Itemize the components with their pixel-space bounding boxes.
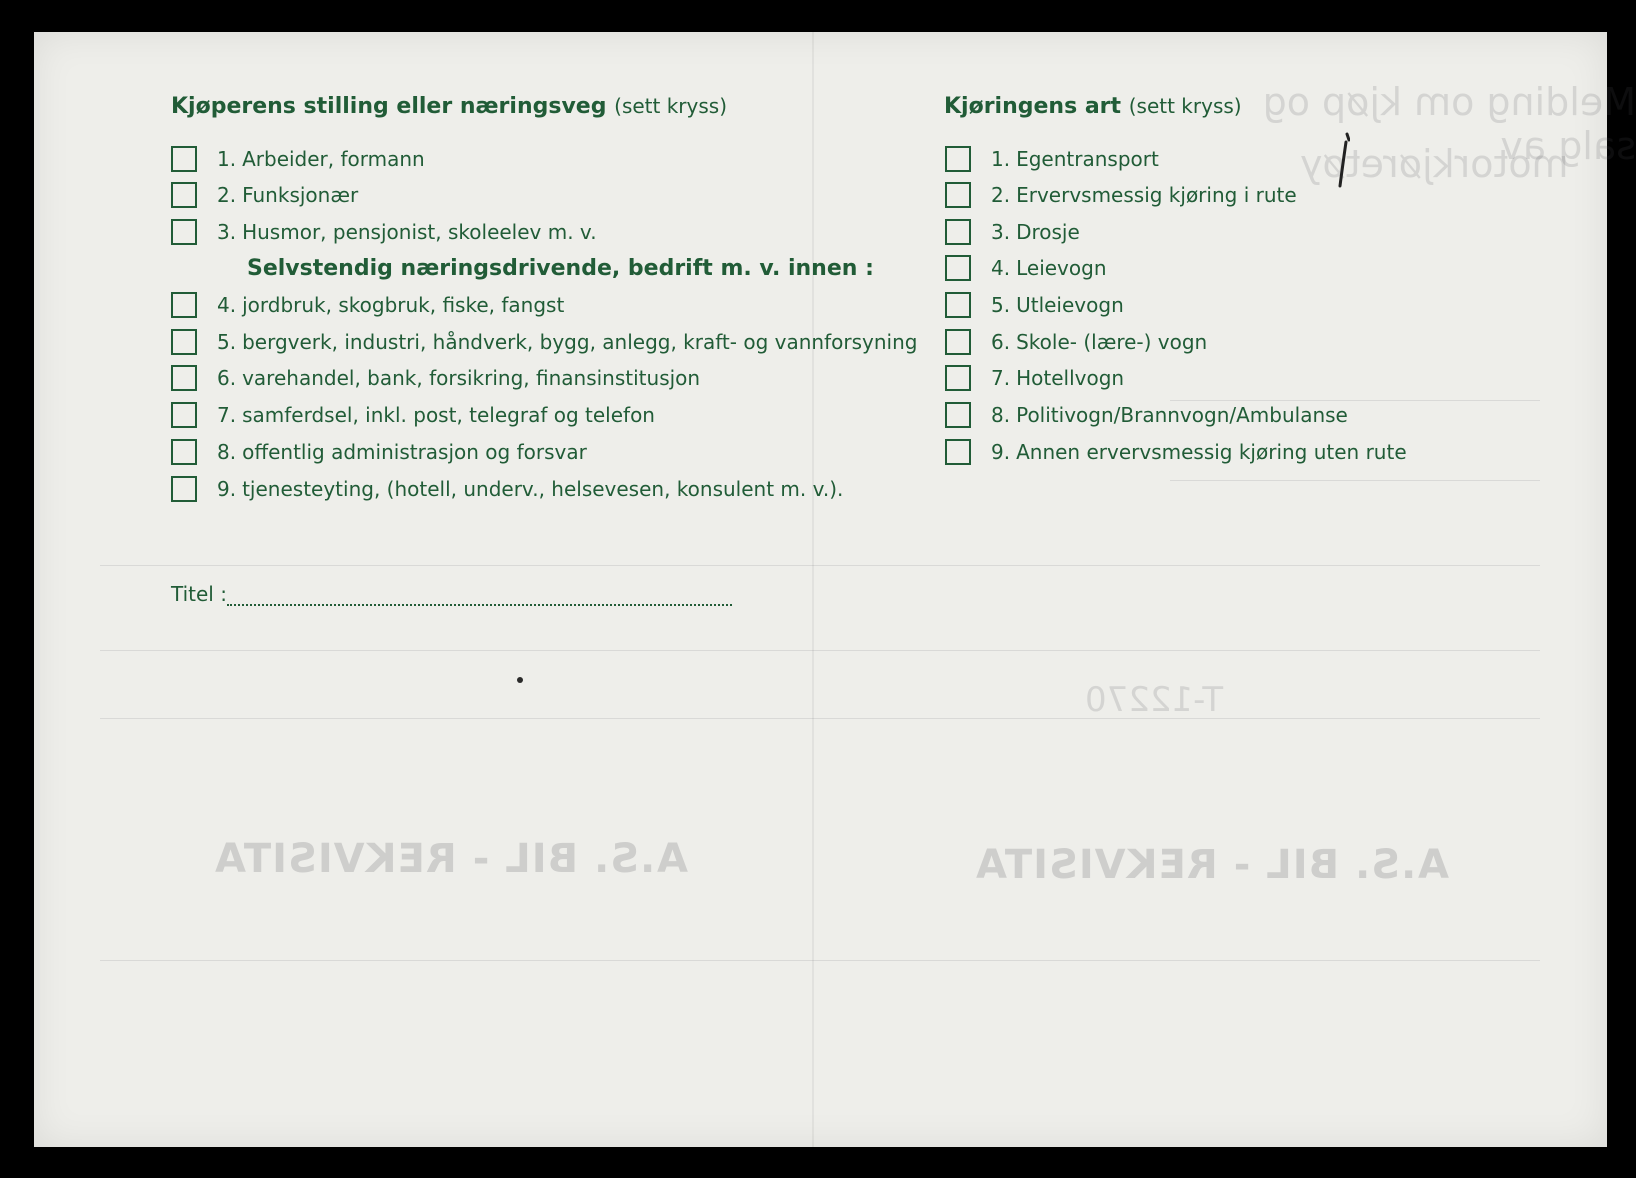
driving-heading-hint: (sett kryss) [1128,94,1242,118]
driving-option-5[interactable] [945,290,1124,320]
option-label: tjenesteyting, (hotell, underv., helsevesen, konsulent m. v.). [242,477,844,501]
option-label: Funksjonær [242,183,359,207]
option-number: 3. [991,220,1011,244]
option-number: 3. [217,220,237,244]
fold-line [812,32,814,1147]
buyer-option-2[interactable] [171,180,358,210]
option-number: 4. [991,256,1011,280]
self-employed-subheading: Selvstendig næringsdrivende, bedrift m. v. innen : [247,256,874,281]
show-through-rule [100,960,1540,961]
driving-option-4[interactable] [945,253,1107,283]
checkbox[interactable] [171,402,197,428]
option-label: varehandel, bank, forsikring, finansinstitusjon [242,366,701,390]
checkbox[interactable] [171,439,197,465]
show-through-rule [100,565,1540,566]
buyer-option-1[interactable] [171,144,425,174]
option-label: Egentransport [1016,147,1159,171]
driving-option-9[interactable] [945,437,1407,467]
show-through-stamp-left: A.S. BIL - REKVISITA [214,836,688,882]
checkbox[interactable] [945,292,971,318]
checkbox[interactable] [945,329,971,355]
driving-option-7[interactable] [945,363,1124,393]
option-label: offentlig administrasjon og forsvar [242,440,587,464]
show-through-stamp-right: A.S. BIL - REKVISITA [975,842,1449,888]
checkbox[interactable] [945,439,971,465]
option-label: Drosje [1016,220,1080,244]
buyer-heading-hint: (sett kryss) [614,94,727,118]
option-label: Arbeider, formann [242,147,425,171]
option-number: 5. [991,293,1011,317]
option-label: Annen ervervsmessig kjøring uten rute [1016,440,1407,464]
buyer-option-4[interactable] [171,290,564,320]
checkbox[interactable] [171,182,197,208]
title-field[interactable] [227,584,732,606]
driving-option-6[interactable] [945,327,1207,357]
driving-option-3[interactable] [945,217,1080,247]
title-label: Titel : [171,582,227,606]
checkbox[interactable] [945,219,971,245]
checkbox[interactable] [171,219,197,245]
option-number: 9. [217,477,237,501]
option-number: 2. [217,183,237,207]
option-label: Leievogn [1016,256,1107,280]
checkbox[interactable] [945,146,971,172]
option-number: 1. [991,147,1011,171]
driving-option-8[interactable] [945,400,1348,430]
option-number: 1. [217,147,237,171]
option-number: 9. [991,440,1011,464]
option-number: 5. [217,330,237,354]
ink-mark [1338,132,1350,190]
checkbox[interactable] [171,292,197,318]
option-label: Skole- (lære-) vogn [1016,330,1208,354]
checkbox[interactable] [171,329,197,355]
show-through-rule [1170,480,1540,481]
checkbox[interactable] [171,146,197,172]
option-number: 4. [217,293,237,317]
checkbox[interactable] [171,476,197,502]
checkbox[interactable] [945,255,971,281]
driving-heading-text: Kjøringens art [944,94,1122,119]
option-label: samferdsel, inkl. post, telegraf og telefon [242,403,655,427]
option-label: Ervervsmessig kjøring i rute [1016,183,1297,207]
checkbox[interactable] [171,365,197,391]
buyer-option-5[interactable] [171,327,917,357]
option-label: jordbruk, skogbruk, fiske, fangst [242,293,565,317]
driving-option-1[interactable] [945,144,1159,174]
option-number: 6. [991,330,1011,354]
checkbox[interactable] [945,182,971,208]
buyer-option-3[interactable] [171,217,597,247]
show-through-title: Melding om kjøp og salg av [1262,80,1636,168]
driving-section-heading [944,94,1242,119]
option-number: 2. [991,183,1011,207]
option-number: 6. [217,366,237,390]
buyer-heading-text: Kjøperens stilling eller næringsveg [171,94,607,119]
buyer-option-8[interactable] [171,437,587,467]
checkbox[interactable] [945,402,971,428]
option-label: Husmor, pensjonist, skoleelev m. v. [242,220,597,244]
option-label: Hotellvogn [1016,366,1125,390]
option-label: bergverk, industri, håndverk, bygg, anlegg, kraft- og vannforsyning [242,330,918,354]
option-number: 8. [217,440,237,464]
option-label: Politivogn/Brannvogn/Ambulanse [1016,403,1348,427]
buyer-section-heading [171,94,727,119]
driving-option-2[interactable] [945,180,1297,210]
option-number: 8. [991,403,1011,427]
buyer-option-9[interactable] [171,474,843,504]
show-through-rule [100,718,1540,719]
option-label: Utleievogn [1016,293,1124,317]
show-through-subtitle: motorkjøretøy [1300,142,1569,186]
show-through-rule [100,650,1540,651]
ink-dot [517,677,523,683]
option-number: 7. [217,403,237,427]
option-number: 7. [991,366,1011,390]
buyer-option-6[interactable] [171,363,700,393]
buyer-option-7[interactable] [171,400,655,430]
show-through-reg-number: T-12270 [1085,680,1224,720]
checkbox[interactable] [945,365,971,391]
